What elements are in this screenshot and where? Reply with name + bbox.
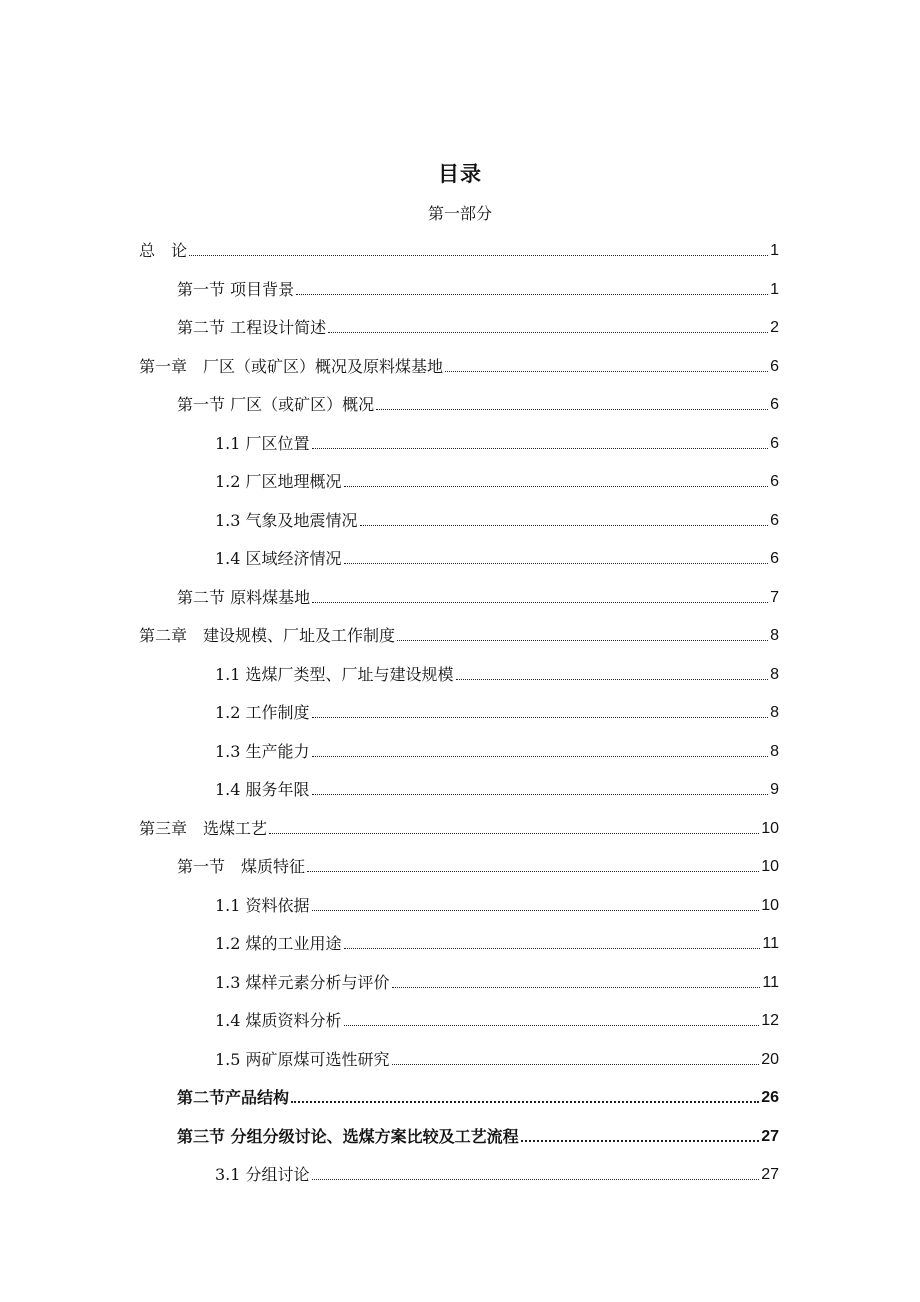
toc-entry[interactable] bbox=[215, 930, 779, 954]
toc-dot-leader bbox=[397, 640, 768, 641]
toc-dot-leader bbox=[344, 1025, 760, 1026]
toc-entry-page-number: 1 bbox=[770, 242, 779, 259]
toc-entry-label: 1.1 选煤厂类型、厂址与建设规模 bbox=[215, 664, 454, 684]
toc-entry-label: 1.1 厂区位置 bbox=[215, 433, 310, 453]
toc-dot-leader bbox=[312, 910, 760, 911]
toc-entry-label: 1.2 工作制度 bbox=[215, 703, 310, 722]
toc-entry-label: 1.3 煤样元素分析与评价 bbox=[215, 972, 390, 992]
toc-entry-page-number: 9 bbox=[770, 781, 779, 798]
toc-dot-leader bbox=[344, 486, 769, 487]
toc-entry[interactable] bbox=[177, 314, 779, 338]
toc-entry-label: 总 论 bbox=[139, 241, 188, 260]
toc-entry-label: 1.4 煤质资料分析 bbox=[215, 1011, 342, 1030]
toc-entry-page-number: 20 bbox=[761, 1050, 779, 1068]
toc-entry-page-number: 11 bbox=[762, 973, 779, 991]
toc-entry-page-number: 6 bbox=[770, 396, 779, 413]
toc-entry[interactable] bbox=[215, 892, 779, 916]
page-subtitle: 第一部分 bbox=[427, 204, 492, 223]
toc-entry-label: 1.1 资料依据 bbox=[215, 895, 310, 915]
toc-entry-page-number: 7 bbox=[770, 588, 779, 606]
toc-entry[interactable] bbox=[177, 853, 779, 877]
toc-dot-leader bbox=[312, 717, 769, 718]
toc-entry-label: 1.2 厂区地理概况 bbox=[215, 472, 342, 491]
toc-entry-page-number: 6 bbox=[770, 473, 779, 490]
toc-entry[interactable] bbox=[139, 237, 779, 261]
toc-entry-label: 1.3 生产能力 bbox=[215, 741, 310, 761]
toc-entry-label: 第三节 分组分级讨论、选煤方案比较及工艺流程 bbox=[177, 1126, 519, 1146]
toc-entry-page-number: 6 bbox=[770, 434, 779, 452]
toc-entry-page-number: 6 bbox=[770, 511, 779, 529]
toc-entry[interactable] bbox=[215, 661, 779, 685]
toc-entry-label: 1.4 区域经济情况 bbox=[215, 549, 342, 568]
toc-entry-label: 第二节 原料煤基地 bbox=[177, 587, 311, 607]
toc-dot-leader bbox=[344, 948, 761, 949]
toc-entry[interactable] bbox=[215, 1161, 779, 1185]
toc-dot-leader bbox=[312, 756, 769, 757]
toc-entry[interactable] bbox=[215, 1007, 779, 1031]
toc-entry-page-number: 8 bbox=[770, 704, 779, 721]
toc-dot-leader bbox=[456, 679, 769, 680]
toc-dot-leader bbox=[376, 409, 768, 410]
toc-entry[interactable] bbox=[215, 699, 779, 723]
toc-dot-leader bbox=[360, 525, 769, 526]
toc-entry-label: 第三章 选煤工艺 bbox=[139, 818, 268, 838]
toc-entry-page-number: 8 bbox=[770, 665, 779, 683]
toc-dot-leader bbox=[312, 602, 768, 603]
toc-entry[interactable] bbox=[177, 276, 779, 300]
toc-dot-leader bbox=[269, 833, 759, 834]
toc-entry-label: 第二节 工程设计简述 bbox=[177, 318, 327, 337]
toc-entry-label: 1.4 服务年限 bbox=[215, 780, 310, 799]
toc-entry[interactable] bbox=[139, 622, 779, 646]
toc-entry-page-number: 10 bbox=[761, 858, 779, 875]
toc-dot-leader bbox=[189, 255, 768, 256]
toc-entry[interactable] bbox=[177, 1084, 779, 1108]
toc-entry-page-number: 27 bbox=[761, 1166, 779, 1183]
toc-dot-leader bbox=[344, 563, 769, 564]
toc-dot-leader bbox=[307, 871, 759, 872]
toc-entry-label: 3.1 分组讨论 bbox=[215, 1165, 310, 1184]
toc-dot-leader bbox=[312, 794, 769, 795]
toc-entry-label: 第二节产品结构 bbox=[177, 1088, 290, 1107]
toc-entry[interactable] bbox=[215, 969, 779, 993]
toc-dot-leader bbox=[521, 1140, 760, 1142]
toc-entry[interactable] bbox=[177, 391, 779, 415]
toc-dot-leader bbox=[296, 294, 768, 295]
toc-dot-leader bbox=[328, 332, 768, 333]
toc-entry-page-number: 8 bbox=[770, 627, 779, 644]
toc-entry-page-number: 11 bbox=[762, 935, 779, 952]
toc-entry[interactable] bbox=[215, 1046, 779, 1070]
toc-dot-leader bbox=[445, 371, 768, 372]
toc-entry-page-number: 27 bbox=[761, 1127, 779, 1145]
toc-entry-page-number: 1 bbox=[770, 280, 779, 298]
toc-entry[interactable] bbox=[177, 584, 779, 608]
toc-dot-leader bbox=[291, 1101, 759, 1103]
toc-entry-page-number: 2 bbox=[770, 319, 779, 336]
toc-dot-leader bbox=[392, 987, 761, 988]
toc-entry-label: 1.3 气象及地震情况 bbox=[215, 510, 358, 530]
toc-entry-page-number: 26 bbox=[761, 1089, 779, 1106]
page-title: 目录 bbox=[438, 162, 482, 186]
toc-dot-leader bbox=[392, 1064, 760, 1065]
toc-entry[interactable] bbox=[215, 545, 779, 569]
toc-entry-label: 第一节 项目背景 bbox=[177, 279, 295, 299]
toc-entry-page-number: 10 bbox=[761, 819, 779, 837]
toc-entry-page-number: 12 bbox=[761, 1012, 779, 1029]
toc-entry-label: 第一节 煤质特征 bbox=[177, 857, 306, 876]
toc-entry[interactable] bbox=[215, 430, 779, 454]
toc-entry-page-number: 6 bbox=[770, 357, 779, 375]
toc-entry-page-number: 8 bbox=[770, 742, 779, 760]
toc-entry-label: 1.2 煤的工业用途 bbox=[215, 934, 342, 953]
toc-dot-leader bbox=[312, 1179, 760, 1180]
toc-entry-label: 1.5 两矿原煤可选性研究 bbox=[215, 1049, 390, 1069]
toc-entry[interactable] bbox=[215, 507, 779, 531]
toc-entry-page-number: 6 bbox=[770, 550, 779, 567]
toc-entry-label: 第二章 建设规模、厂址及工作制度 bbox=[139, 626, 396, 645]
toc-entry[interactable] bbox=[139, 353, 779, 377]
toc-entry[interactable] bbox=[177, 1123, 779, 1147]
toc-entry[interactable] bbox=[215, 738, 779, 762]
toc-dot-leader bbox=[312, 448, 769, 449]
toc-entry-label: 第一节 厂区（或矿区）概况 bbox=[177, 395, 375, 414]
toc-entry[interactable] bbox=[215, 468, 779, 492]
toc-entry[interactable] bbox=[215, 776, 779, 800]
toc-entry-label: 第一章 厂区（或矿区）概况及原料煤基地 bbox=[139, 356, 444, 376]
toc-entry[interactable] bbox=[139, 815, 779, 839]
toc-entry-page-number: 10 bbox=[761, 896, 779, 914]
